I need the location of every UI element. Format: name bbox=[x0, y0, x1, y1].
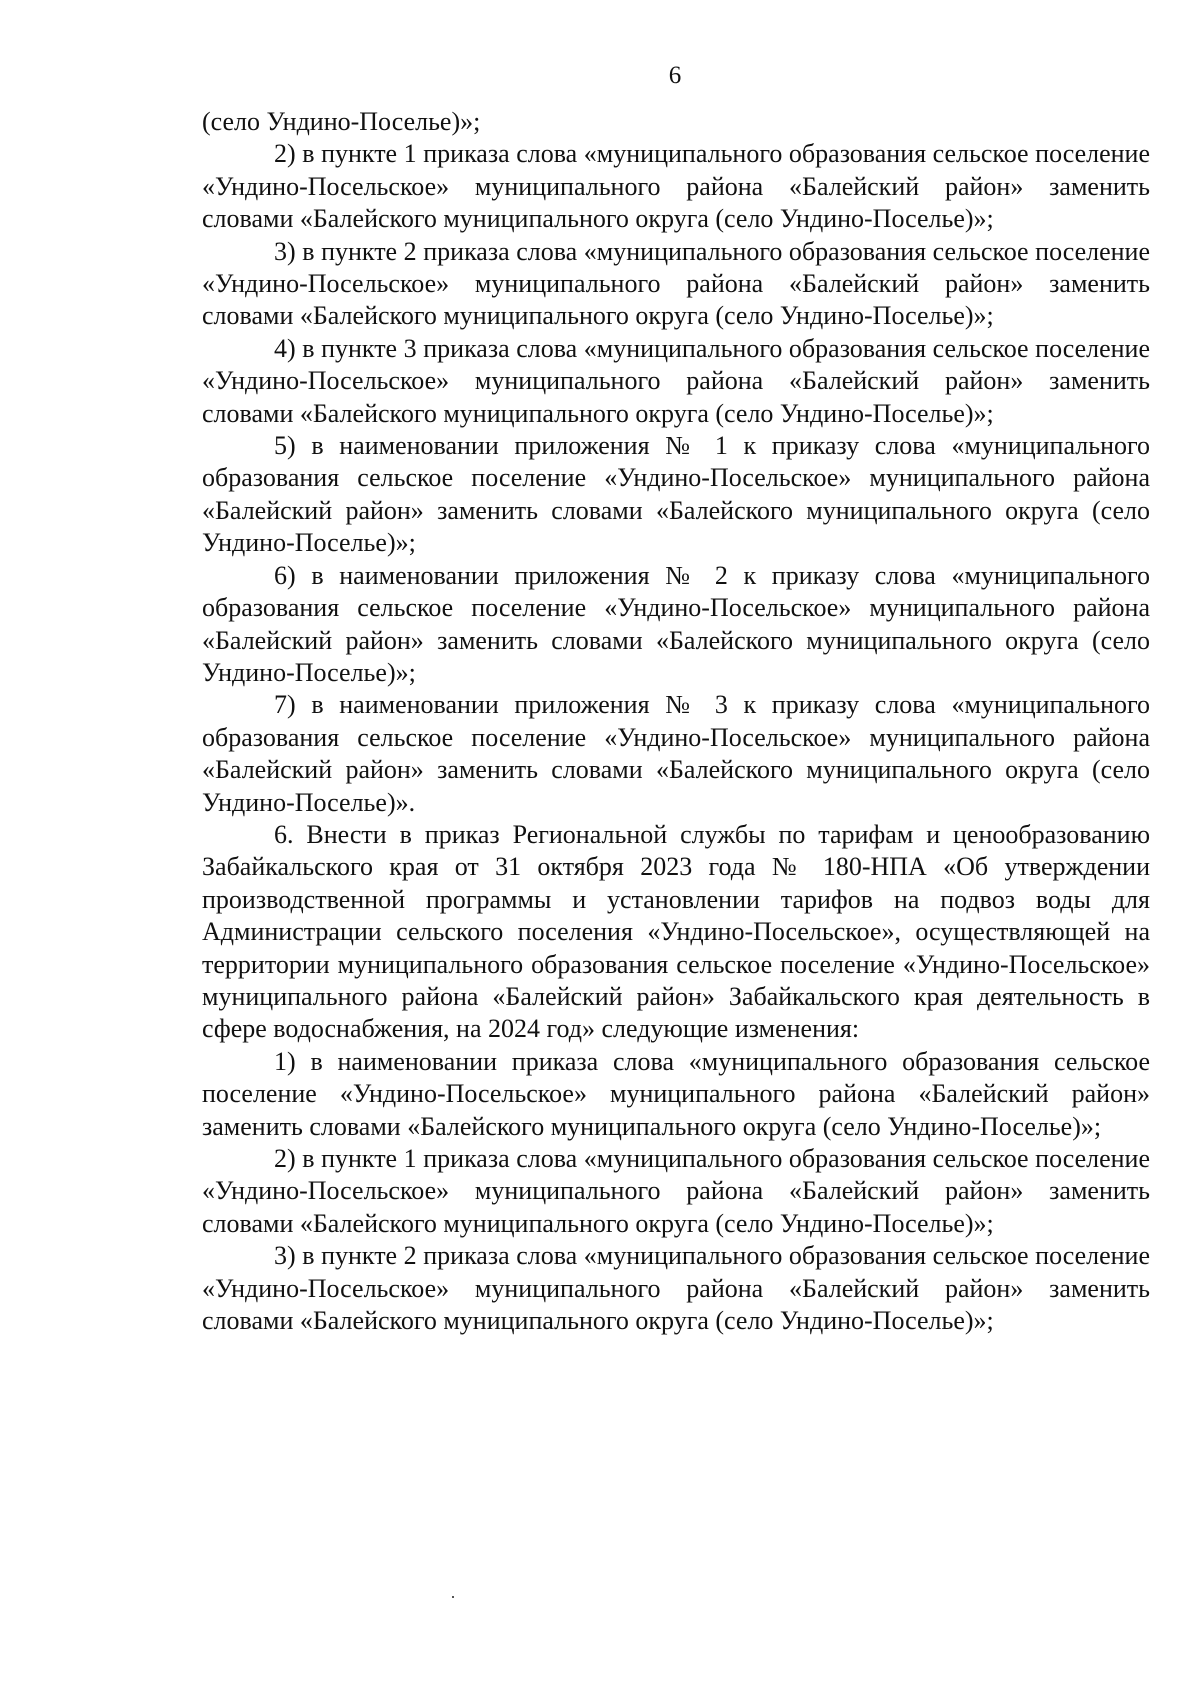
paragraph-section-6-item-3: 3) в пункте 2 приказа слова «муниципального образования сельское поселение «Ундино-Посельское» муниципального района «Балейский район» заменить словами «Балейского муниципального округа (село Ундино-Поселье)»; bbox=[202, 1241, 1150, 1336]
paragraph-section-6-item-1: 1) в наименовании приказа слова «муниципального образования сельское поселение «Ундино-Посельское» муниципального района «Балейский район» заменить словами «Балейского муниципального округа (село Ундино-Поселье)»; bbox=[202, 1046, 1150, 1141]
paragraph-item-2: 2) в пункте 1 приказа слова «муниципального образования сельское поселение «Ундино-Посельское» муниципального района «Балейский район» заменить словами «Балейского муниципального округа (село Ундино-Поселье)»; bbox=[202, 139, 1150, 234]
page-number: 6 bbox=[668, 62, 682, 89]
paragraph-item-4: 4) в пункте 3 приказа слова «муниципального образования сельское поселение «Ундино-Посельское» муниципального района «Балейский район» заменить словами «Балейского муниципального округа (село Ундино-Поселье)»; bbox=[202, 333, 1150, 428]
paragraph-item-6: 6) в наименовании приложения № 2 к приказу слова «муниципального образования сельское поселение «Ундино-Посельское» муниципального района «Балейский район» заменить словами «Балейского муниципального округа (село Ундино-Поселье)»; bbox=[202, 560, 1150, 687]
paragraph-item-3: 3) в пункте 2 приказа слова «муниципального образования сельское поселение «Ундино-Посельское» муниципального района «Балейский район» заменить словами «Балейского муниципального округа (село Ундино-Поселье)»; bbox=[202, 236, 1150, 331]
paragraph-item-5: 5) в наименовании приложения № 1 к приказу слова «муниципального образования сельское поселение «Ундино-Посельское» муниципального района «Балейский район» заменить словами «Балейского муниципального округа (село Ундино-Поселье)»; bbox=[202, 431, 1150, 558]
document-body bbox=[202, 106, 1150, 1337]
paragraph-continuation: (село Ундино-Поселье)»; bbox=[202, 107, 481, 136]
paragraph-section-6-item-2: 2) в пункте 1 приказа слова «муниципального образования сельское поселение «Ундино-Посельское» муниципального района «Балейский район» заменить словами «Балейского муниципального округа (село Ундино-Поселье)»; bbox=[202, 1144, 1150, 1238]
paragraph-section-6: 6. Внести в приказ Региональной службы по тарифам и ценообразованию Забайкальского края от 31 октября 2023 года № 180-НПА «Об утверждении производственной программы и установлении тарифов на подвоз воды для Администрации сельского поселения «Ундино-Посельское», осуществляющей на территории муниципального образования сельское поселение «Ундино-Посельское» муниципального района «Балейский район» Забайкальского края деятельность в сфере водоснабжения, на 2024 год» следующие изменения: bbox=[202, 819, 1150, 1044]
scan-speck bbox=[452, 1596, 454, 1598]
paragraph-item-7: 7) в наименовании приложения № 3 к приказу слова «муниципального образования сельское поселение «Ундино-Посельское» муниципального района «Балейский район» заменить словами «Балейского муниципального округа (село Ундино-Поселье)». bbox=[202, 690, 1150, 817]
